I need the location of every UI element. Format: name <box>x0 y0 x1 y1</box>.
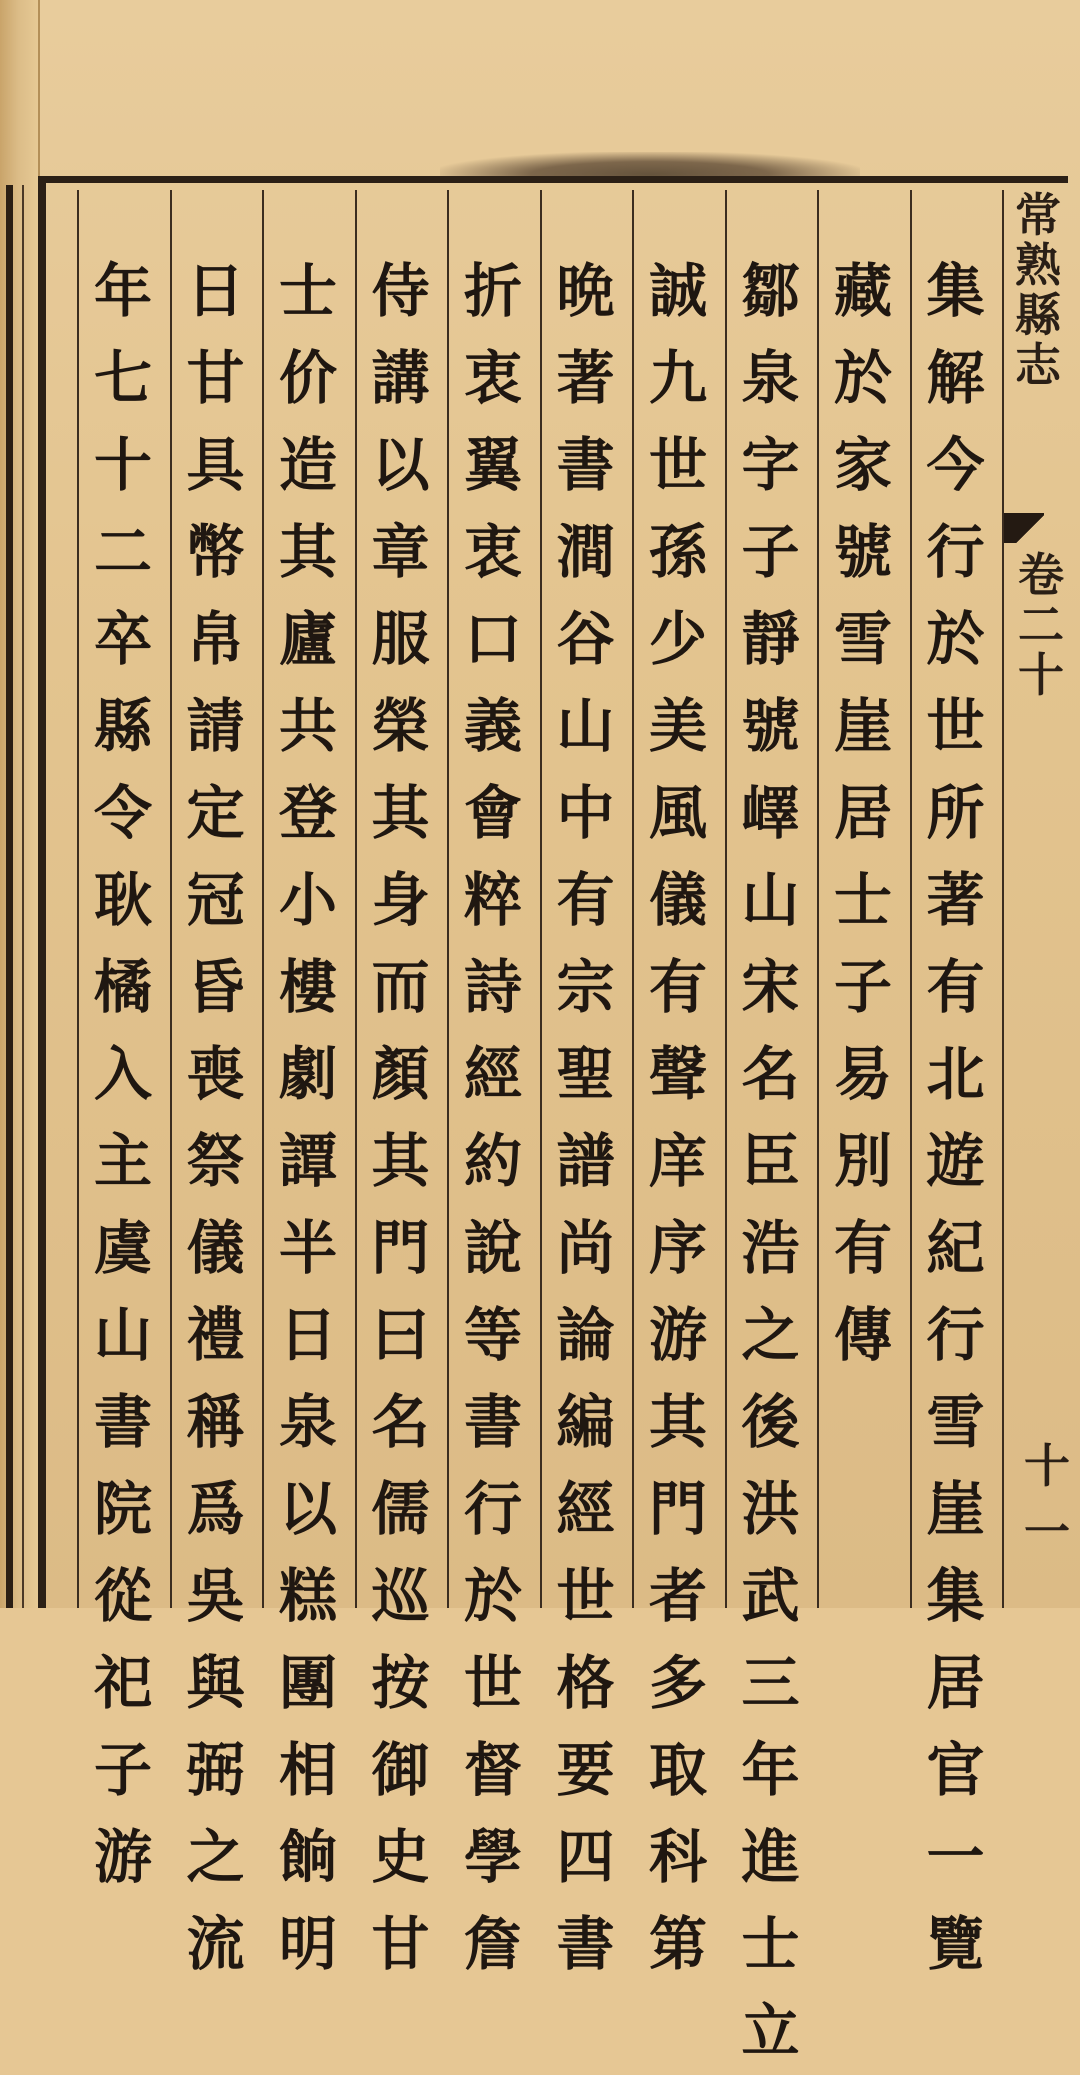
glyph: 第 <box>648 1910 707 1978</box>
header-character: 熟 <box>1015 238 1061 292</box>
glyph: 等 <box>463 1301 522 1369</box>
glyph: 浩 <box>741 1214 800 1282</box>
text-column <box>79 190 167 1891</box>
header-character: 十 <box>1018 648 1064 702</box>
glyph: 科 <box>648 1823 707 1891</box>
glyph: 泉 <box>741 344 800 412</box>
text-column <box>634 190 722 1978</box>
glyph: 書 <box>463 1388 522 1456</box>
header-character: 二 <box>1018 598 1064 652</box>
glyph: 章 <box>371 518 430 586</box>
binding-inner-line <box>22 185 24 1608</box>
glyph: 儀 <box>648 866 707 934</box>
glyph: 餉 <box>278 1823 337 1891</box>
glyph: 譜 <box>556 1127 615 1195</box>
glyph: 顏 <box>371 1040 430 1108</box>
glyph: 幣 <box>186 518 245 586</box>
glyph: 鄒 <box>741 257 800 325</box>
glyph: 折 <box>463 257 522 325</box>
glyph: 者 <box>648 1562 707 1630</box>
glyph: 年 <box>93 257 152 325</box>
glyph: 流 <box>186 1910 245 1978</box>
glyph: 登 <box>278 779 337 847</box>
glyph: 行 <box>926 518 985 586</box>
glyph: 集 <box>926 1562 985 1630</box>
glyph: 覽 <box>926 1910 985 1978</box>
glyph: 有 <box>926 953 985 1021</box>
glyph: 虞 <box>93 1214 152 1282</box>
glyph: 於 <box>926 605 985 673</box>
glyph: 有 <box>556 866 615 934</box>
glyph: 山 <box>93 1301 152 1369</box>
glyph: 帛 <box>186 605 245 673</box>
text-column <box>819 190 907 1600</box>
glyph: 崖 <box>833 692 892 760</box>
glyph: 日 <box>186 257 245 325</box>
glyph: 相 <box>278 1736 337 1804</box>
text-column <box>727 190 815 2065</box>
glyph: 名 <box>741 1040 800 1108</box>
glyph: 宋 <box>741 953 800 1021</box>
glyph: 靜 <box>741 605 800 673</box>
glyph: 游 <box>648 1301 707 1369</box>
glyph: 誠 <box>648 257 707 325</box>
glyph: 山 <box>741 866 800 934</box>
glyph: 詩 <box>463 953 522 1021</box>
glyph: 名 <box>371 1388 430 1456</box>
glyph: 格 <box>556 1649 615 1717</box>
glyph: 而 <box>371 953 430 1021</box>
glyph: 其 <box>371 779 430 847</box>
glyph: 口 <box>463 605 522 673</box>
glyph: 約 <box>463 1127 522 1195</box>
glyph: 號 <box>833 518 892 586</box>
glyph: 取 <box>648 1736 707 1804</box>
glyph: 書 <box>93 1388 152 1456</box>
glyph: 義 <box>463 692 522 760</box>
glyph: 經 <box>556 1475 615 1543</box>
glyph: 主 <box>93 1127 152 1195</box>
glyph: 一 <box>926 1823 985 1891</box>
glyph: 令 <box>93 779 152 847</box>
glyph: 日 <box>278 1301 337 1369</box>
text-column <box>357 190 445 1978</box>
glyph: 三 <box>741 1649 800 1717</box>
glyph: 多 <box>648 1649 707 1717</box>
glyph: 廬 <box>278 605 337 673</box>
glyph: 按 <box>371 1649 430 1717</box>
glyph: 居 <box>926 1649 985 1717</box>
glyph: 別 <box>833 1127 892 1195</box>
header-character: 常 <box>1015 188 1061 242</box>
glyph: 字 <box>741 431 800 499</box>
glyph: 雪 <box>926 1388 985 1456</box>
glyph: 榮 <box>371 692 430 760</box>
glyph: 遊 <box>926 1127 985 1195</box>
glyph: 冠 <box>186 866 245 934</box>
glyph: 聲 <box>648 1040 707 1108</box>
glyph: 武 <box>741 1562 800 1630</box>
glyph: 弼 <box>186 1736 245 1804</box>
text-column <box>449 190 537 1978</box>
glyph: 世 <box>556 1562 615 1630</box>
glyph: 甘 <box>371 1910 430 1978</box>
glyph: 二 <box>93 518 152 586</box>
text-column <box>542 190 630 1978</box>
glyph: 尚 <box>556 1214 615 1282</box>
glyph: 十 <box>93 431 152 499</box>
glyph: 游 <box>93 1823 152 1891</box>
glyph: 從 <box>93 1562 152 1630</box>
glyph: 服 <box>371 605 430 673</box>
glyph: 今 <box>926 431 985 499</box>
glyph: 世 <box>926 692 985 760</box>
glyph: 山 <box>556 692 615 760</box>
glyph: 門 <box>371 1214 430 1282</box>
glyph: 身 <box>371 866 430 934</box>
glyph: 造 <box>278 431 337 499</box>
glyph: 臣 <box>741 1127 800 1195</box>
glyph: 嶧 <box>741 779 800 847</box>
glyph: 年 <box>741 1736 800 1804</box>
glyph: 其 <box>371 1127 430 1195</box>
glyph: 士 <box>833 866 892 934</box>
glyph: 御 <box>371 1736 430 1804</box>
glyph: 著 <box>556 344 615 412</box>
glyph: 稱 <box>186 1388 245 1456</box>
glyph: 入 <box>93 1040 152 1108</box>
glyph: 昏 <box>186 953 245 1021</box>
glyph: 以 <box>371 431 430 499</box>
glyph: 曰 <box>371 1301 430 1369</box>
glyph: 侍 <box>371 257 430 325</box>
glyph: 行 <box>463 1475 522 1543</box>
glyph: 衷 <box>463 344 522 412</box>
glyph: 七 <box>93 344 152 412</box>
glyph: 泉 <box>278 1388 337 1456</box>
glyph: 定 <box>186 779 245 847</box>
glyph: 於 <box>833 344 892 412</box>
header-character: 縣 <box>1015 288 1061 342</box>
glyph: 孫 <box>648 518 707 586</box>
header-character: 志 <box>1015 338 1061 392</box>
glyph: 儒 <box>371 1475 430 1543</box>
glyph: 洪 <box>741 1475 800 1543</box>
glyph: 書 <box>556 431 615 499</box>
glyph: 請 <box>186 692 245 760</box>
book-title <box>1012 190 1064 390</box>
glyph: 雪 <box>833 605 892 673</box>
glyph: 子 <box>93 1736 152 1804</box>
glyph: 甘 <box>186 344 245 412</box>
glyph: 進 <box>741 1823 800 1891</box>
glyph: 風 <box>648 779 707 847</box>
glyph: 半 <box>278 1214 337 1282</box>
glyph: 喪 <box>186 1040 245 1108</box>
glyph: 祀 <box>93 1649 152 1717</box>
glyph: 門 <box>648 1475 707 1543</box>
glyph: 學 <box>463 1823 522 1891</box>
page-number: 十一 <box>1024 1439 1070 1559</box>
glyph: 詹 <box>463 1910 522 1978</box>
glyph: 院 <box>93 1475 152 1543</box>
glyph: 糕 <box>278 1562 337 1630</box>
glyph: 督 <box>463 1736 522 1804</box>
glyph: 明 <box>278 1910 337 1978</box>
glyph: 共 <box>278 692 337 760</box>
glyph: 史 <box>371 1823 430 1891</box>
glyph: 吳 <box>186 1562 245 1630</box>
glyph: 中 <box>556 779 615 847</box>
glyph: 書 <box>556 1910 615 1978</box>
glyph: 北 <box>926 1040 985 1108</box>
glyph: 宗 <box>556 953 615 1021</box>
glyph: 爲 <box>186 1475 245 1543</box>
glyph: 美 <box>648 692 707 760</box>
fish-tail-mark-icon <box>1004 513 1044 543</box>
glyph: 號 <box>741 692 800 760</box>
glyph: 耿 <box>93 866 152 934</box>
glyph: 傳 <box>833 1301 892 1369</box>
text-column <box>172 190 260 1978</box>
glyph: 禮 <box>186 1301 245 1369</box>
glyph: 以 <box>278 1475 337 1543</box>
glyph: 講 <box>371 344 430 412</box>
glyph: 樓 <box>278 953 337 1021</box>
glyph: 譚 <box>278 1127 337 1195</box>
glyph: 序 <box>648 1214 707 1282</box>
glyph: 四 <box>556 1823 615 1891</box>
glyph: 价 <box>278 344 337 412</box>
glyph: 子 <box>741 518 800 586</box>
glyph: 士 <box>278 257 337 325</box>
glyph: 要 <box>556 1736 615 1804</box>
glyph: 九 <box>648 344 707 412</box>
glyph: 有 <box>648 953 707 1021</box>
binding-border-line <box>6 185 13 1608</box>
glyph: 立 <box>741 1997 800 2065</box>
glyph: 於 <box>463 1562 522 1630</box>
glyph: 庠 <box>648 1127 707 1195</box>
glyph: 會 <box>463 779 522 847</box>
text-column <box>264 190 352 1978</box>
glyph: 衷 <box>463 518 522 586</box>
glyph: 其 <box>278 518 337 586</box>
glyph: 之 <box>186 1823 245 1891</box>
glyph: 有 <box>833 1214 892 1282</box>
glyph: 紀 <box>926 1214 985 1282</box>
glyph: 後 <box>741 1388 800 1456</box>
glyph: 之 <box>741 1301 800 1369</box>
glyph: 儀 <box>186 1214 245 1282</box>
glyph: 其 <box>648 1388 707 1456</box>
glyph: 翼 <box>463 431 522 499</box>
glyph: 藏 <box>833 257 892 325</box>
volume-label <box>1018 550 1064 700</box>
glyph: 澗 <box>556 518 615 586</box>
glyph: 世 <box>648 431 707 499</box>
glyph: 論 <box>556 1301 615 1369</box>
glyph: 劇 <box>278 1040 337 1108</box>
glyph: 所 <box>926 779 985 847</box>
glyph: 祭 <box>186 1127 245 1195</box>
glyph: 居 <box>833 779 892 847</box>
glyph: 易 <box>833 1040 892 1108</box>
glyph: 粹 <box>463 866 522 934</box>
glyph: 家 <box>833 431 892 499</box>
glyph: 經 <box>463 1040 522 1108</box>
glyph: 集 <box>926 257 985 325</box>
glyph: 士 <box>741 1910 800 1978</box>
glyph: 說 <box>463 1214 522 1282</box>
glyph: 團 <box>278 1649 337 1717</box>
glyph: 著 <box>926 866 985 934</box>
glyph: 解 <box>926 344 985 412</box>
glyph: 卒 <box>93 605 152 673</box>
text-column <box>912 190 1000 1978</box>
glyph: 晩 <box>556 257 615 325</box>
glyph: 編 <box>556 1388 615 1456</box>
glyph: 與 <box>186 1649 245 1717</box>
glyph: 縣 <box>93 692 152 760</box>
glyph: 官 <box>926 1736 985 1804</box>
glyph: 少 <box>648 605 707 673</box>
glyph: 崖 <box>926 1475 985 1543</box>
glyph: 世 <box>463 1649 522 1717</box>
margin-header <box>1002 190 1068 1608</box>
glyph: 具 <box>186 431 245 499</box>
glyph: 谷 <box>556 605 615 673</box>
glyph: 行 <box>926 1301 985 1369</box>
glyph: 巡 <box>371 1562 430 1630</box>
glyph: 聖 <box>556 1040 615 1108</box>
glyph: 小 <box>278 866 337 934</box>
header-character: 卷 <box>1018 548 1064 602</box>
glyph: 橘 <box>93 953 152 1021</box>
glyph: 子 <box>833 953 892 1021</box>
